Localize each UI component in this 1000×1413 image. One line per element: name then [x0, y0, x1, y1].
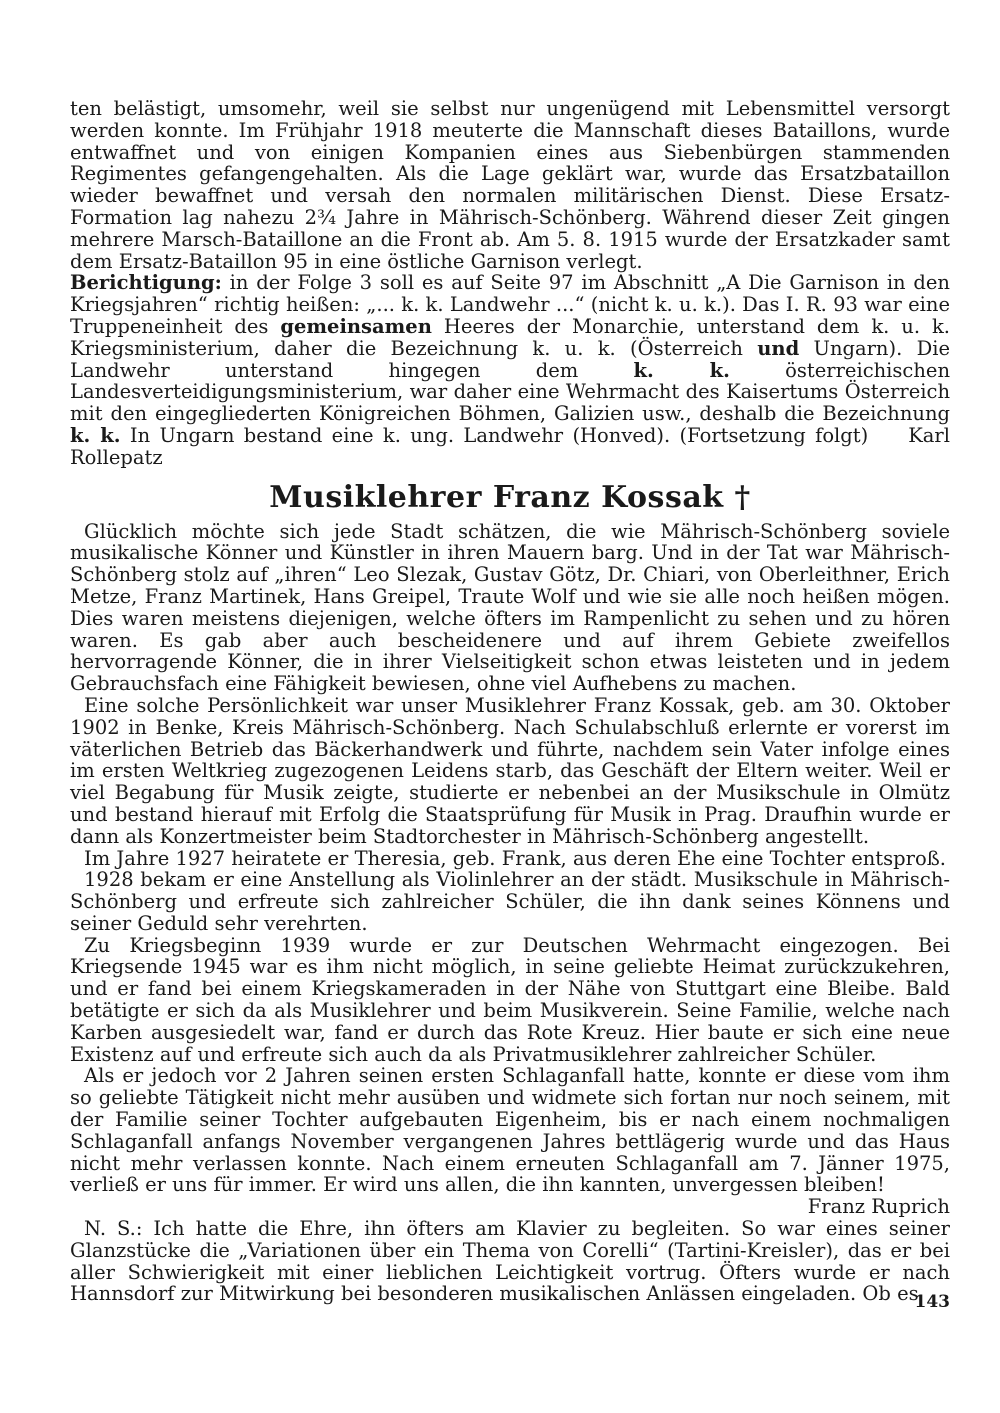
- article-title: Musiklehrer Franz Kossak †: [269, 479, 751, 515]
- correction-author: Karl Rollepatz: [70, 423, 950, 469]
- article-paragraph: Zu Kriegsbeginn 1939 wurde er zur Deutschen Wehrmacht eingezogen. Bei Kriegsende 1945 war es ihm nicht möglich, in seine geliebte Heimat zurückzukehren, und er fand bei einem Kriegskameraden in der Nähe von Stuttgart eine Bleibe. Bald betätigte er sich da als Musiklehrer und beim Musikverein. Seine Familie, welche nach Karben ausgesiedelt war, fand er durch das Rote Kreuz. Hier baute er sich eine neue Existenz auf und erfreute sich auch da als Privatmusiklehrer zahlreicher Schüler.: [70, 933, 950, 1066]
- intro-paragraph: ten belästigt, umsomehr, weil sie selbst nur ungenügend mit Lebensmittel versorgt werden konnte. Im Frühjahr 1918 meuterte die Mannschaft dieses Bataillons, wurde entwaffnet und von einigen Kompanien eines aus Siebenbürgen stammenden Regimentes gefangengehalten. Als die Lage geklärt war, wurde das Ersatzbataillon wieder bewaffnet und versah den normalen militärischen Dienst. Diese Ersatz-Formation lag nahezu 2¾ Jahre in Mährisch-Schönberg. Während dieser Zeit gingen mehrere Marsch-Bataillone an die Front ab. Am 5. 8. 1915 wurde der Ersatzkader samt dem Ersatz-Bataillon 95 in eine östliche Garnison verlegt.: [70, 97, 950, 273]
- article-author: Franz Ruprich: [807, 1195, 950, 1219]
- article-paragraph: Als er jedoch vor 2 Jahren seinen ersten Schlaganfall hatte, konnte er diese vom ihm so geliebte Tätigkeit nicht mehr ausüben und widmete sich fortan nur noch seinem, mit der Familie seiner Tochter aufgebauten Eigenheim, bis er nach einem nochmaligen Schlaganfall anfangs November vergangenen Jahres bettlägerig wurde und das Haus nicht mehr verlassen konnte. Nach einem erneuten Schlaganfall am 7. Jänner 1975, verließ er uns für immer. Er wird uns allen, die ihn kannten, unvergessen bleiben!: [70, 1064, 950, 1197]
- correction-paragraph: Berichtigung: in der Folge 3 soll es auf Seite 97 im Abschnitt „A Die Garnison in den Kriegsjahren“ richtig heißen: „... k. k. Landwehr ...“ (nicht k. u. k.). Das I. R. 93 war eine Truppeneinheit des gemeinsamen Heeres der Monarchie, unterstand dem k. u. k. Kriegsministerium, daher die Bezeichnung k. u. k. (Österreich und Ungarn). Die Landwehr unterstand hingegen dem k. k. österreichischen Landesverteidigungsministerium, war daher eine Wehrmacht des Kaisertums Österreich mit den eingegliederten Königreichen Böhmen, Galizien usw., deshalb die Bezeichnung k. k. In Ungarn bestand eine k. ung. Landwehr (Honved). (Fortsetzung folgt) Karl Rollepatz: [70, 271, 951, 469]
- postscript-paragraph: N. S.: Ich hatte die Ehre, ihn öfters am Klavier zu begleiten. So war eines seiner Glanzstücke die „Variationen über ein Thema von Corelli“ (Tartini-Kreisler), das er bei aller Schwierigkeit mit einer lieblichen Leichtigkeit vortrug. Öfters wurde er nach Hannsdorf zur Mitwirkung bei besonderen musikalischen Anlässen eingeladen. Ob es: [70, 1217, 950, 1306]
- article-paragraph: Im Jahre 1927 heiratete er Theresia, geb. Frank, aus deren Ehe eine Tochter entsproß.: [84, 846, 946, 870]
- page-number: 143: [914, 1292, 950, 1312]
- article-paragraph: Glücklich möchte sich jede Stadt schätzen, die wie Mährisch-Schönberg soviele musikalische Könner und Künstler in ihren Mauern barg. Und in der Tat war Mährisch-Schönberg stolz auf „ihren“ Leo Slezak, Gustav Götz, Dr. Chiari, von Oberleithner, Erich Metze, Franz Martinek, Hans Greipel, Traute Wolf und wie sie alle noch heißen mögen. Dies waren meistens diejenigen, welche öfters im Rampenlicht zu sehen und zu hören waren. Es gab aber auch bescheidenere und auf ihrem Gebiete zweifellos hervorragende Könner, die in ihrer Vielseitigkeit schon etwas leisteten und in jedem Gebrauchsfach eine Fähigkeit bewiesen, ohne viel Aufhebens zu machen.: [70, 519, 950, 696]
- correction-label: Berichtigung:: [70, 271, 222, 295]
- article-paragraph: Eine solche Persönlichkeit war unser Musiklehrer Franz Kossak, geb. am 30. Oktober 1902 in Benke, Kreis Mährisch-Schönberg. Nach Schulabschluß erlernte er vorerst im väterlichen Betrieb das Bäckerhandwerk und führte, nachdem sein Vater infolge eines im ersten Weltkrieg zugezogenen Leidens starb, das Geschäft der Eltern weiter. Weil er viel Begabung für Musik zeigte, studierte er nebenbei an der Musikschule in Olmütz und bestand hierauf mit Erfolg die Staatsprüfung für Musik in Prag. Draufhin wurde er dann als Konzertmeister beim Stadtorchester in Mährisch-Schönberg angestellt.: [70, 693, 950, 848]
- article-paragraph: 1928 bekam er eine Anstellung als Violinlehrer an der städt. Musikschule in Mährisch-Schönberg und erfreute sich zahlreicher Schüler, die ihn dank seines Könnens und seiner Geduld sehr verehrten.: [70, 868, 950, 935]
- text-column: [70, 98, 950, 1305]
- postscript-label: N. S.:: [84, 1217, 143, 1241]
